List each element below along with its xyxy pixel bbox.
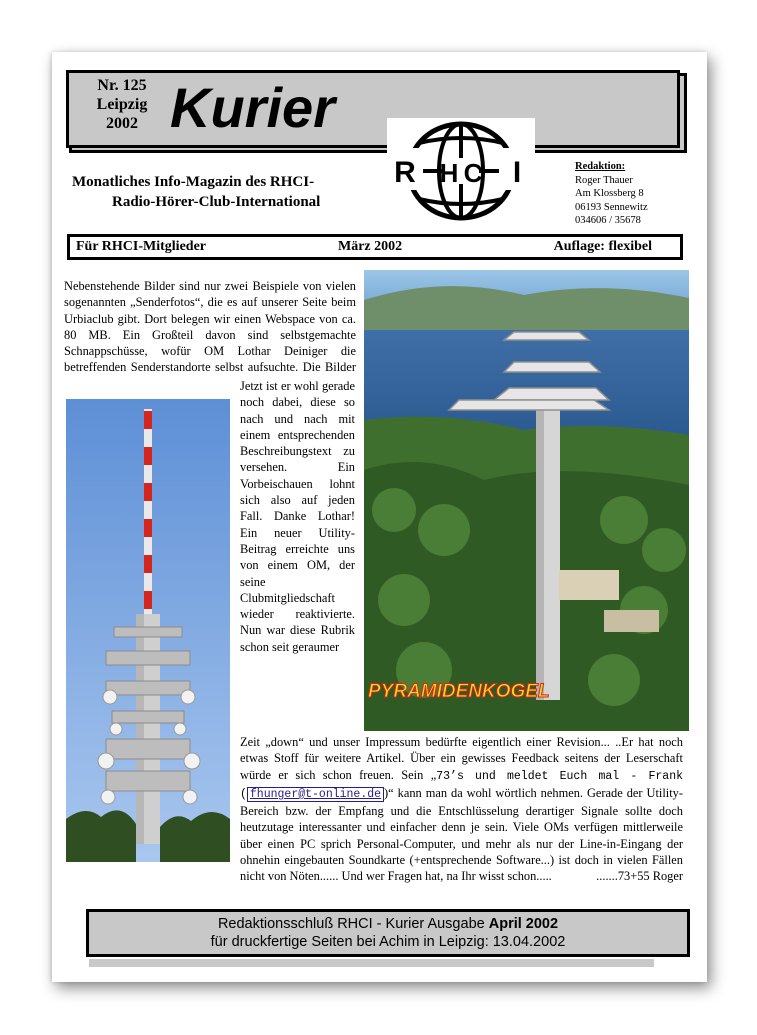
deadline-line1: Redaktionsschluß RHCI - Kurier Ausgabe [217, 916, 489, 932]
redaktion-city: 06193 Sennewitz [575, 201, 648, 213]
redaktion-name: Roger Thauer [575, 174, 633, 186]
edition-label: Auflage: flexibel [553, 239, 652, 254]
article-continuation [240, 734, 683, 885]
globe-logo-icon [387, 118, 535, 224]
article-column: Jetzt ist er wohl gerade noch dabei, diese so nach und nach mit einem entsprechenden Beschreibungstext zu versehen. Ein Vorbeischauen lohnt sich also auf jeden Fall. Danke Lothar! Ein neuer Utility-Beitrag erreichte uns von einem OM, der seine Clubmitgliedschaft wieder reaktivierte. Nun war diese Rubrik schon seit geraumer [240, 379, 355, 654]
pyramidenkogel-caption: PYRAMIDENKOGEL [368, 681, 550, 702]
newsletter-page [52, 52, 707, 982]
magazine-title: Kurier [170, 76, 335, 139]
article-signoff: .......73+55 Roger [596, 869, 683, 884]
deadline-line2: für druckfertige Seiten bei Achim in Leipzig: 13.04.2002 [210, 934, 566, 950]
article-intro: Nebenstehende Bilder sind nur zwei Beispiele von vielen sogenannten „Senderfotos“, die es auf unserer Seite beim Urbiaclub gibt. Dort belegen wir einen Webspace von ca. 80 MB. Ein Großteil davon sind selbstgemachte Schnappschüsse, wofür OM Lothar Deiniger die betreffenden Senderstandorte selbst aufsuchte. Die Bilder [64, 279, 356, 375]
logo-letter-h: H [439, 158, 459, 188]
deadline-footer [86, 909, 690, 957]
rhci-logo [387, 118, 535, 224]
issue-city: Leipzig [96, 96, 148, 113]
deadline-issue: April 2002 [488, 916, 559, 932]
issue-info [77, 76, 167, 133]
footer-shadow [89, 959, 654, 967]
magazine-subtitle [72, 172, 362, 212]
logo-letter-i: I [512, 156, 522, 189]
article-wide-part1: Zeit „down“ und unser Impressum bedürfte eigentlich einer Revision... ..Er hat noch etwas Stoff für weitere Artikel. Über ein gewisses Feedback seitens der Leserschaft würde er sich schon freuen. Sein „ [240, 735, 683, 782]
issue-number: Nr. 125 [97, 77, 147, 94]
issue-year: 2002 [106, 115, 138, 132]
article-quote-end: )“ [384, 785, 394, 800]
subtitle-line-1: Monatliches Info-Magazin des RHCI- [72, 174, 315, 190]
transmitter-tower-photo [66, 399, 230, 862]
logo-letter-c: C [463, 158, 483, 188]
redaktion-phone: 034606 / 35678 [575, 215, 641, 226]
logo-letter-r: R [394, 156, 416, 189]
email-link[interactable]: fhunger@t-online.de [247, 787, 384, 802]
issue-date: März 2002 [338, 239, 403, 254]
subtitle-line-2: Radio-Hörer-Club-International [112, 194, 321, 210]
redaktion-heading: Redaktion: [575, 161, 626, 172]
article-wide-part2: kann man da wohl wörtlich nehmen. Gerade der Utility-Bereich bzw. der Empfang und die Entschlüsselung derartiger Signale sollte doch heutzutage interessanter und einfacher denn je sein. Viele OMs verfügen mittlerweile über einen PC sprich Personal-Computer, und mehr als nur der Line-in-Eingang der ohnehin eingebauten Soundkarte (+entsprechende Software...) ist doch in vielen Fällen nicht von Nöten...... Und wer Fragen hat, na Ihr wisst schon..... [240, 785, 683, 884]
info-bar [67, 234, 683, 260]
redaktion-street: Am Klossberg 8 [575, 188, 644, 199]
editorial-address [575, 160, 648, 228]
audience-label: Für RHCI-Mitglieder [76, 239, 206, 254]
pyramidenkogel-photo [364, 270, 689, 731]
article-quote: 73’s und meldet Euch mal - Frank ( [240, 769, 683, 801]
